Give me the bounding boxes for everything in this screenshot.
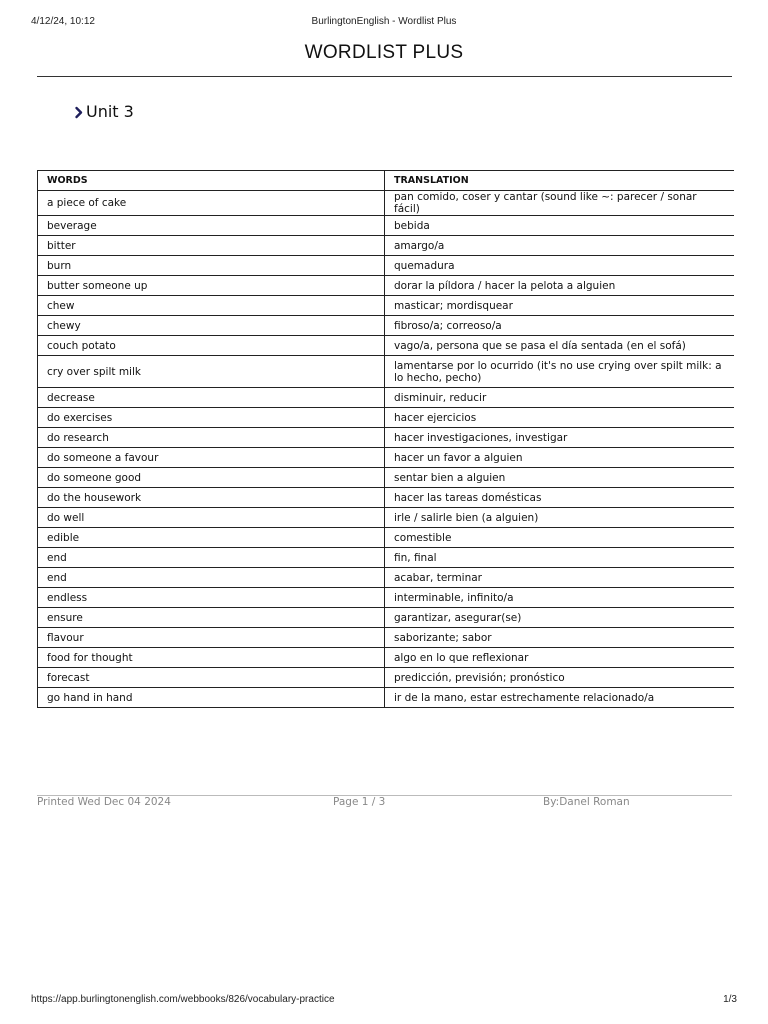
title-divider <box>37 76 732 77</box>
print-datetime: 4/12/24, 10:12 <box>31 16 95 27</box>
translation-cell: dorar la píldora / hacer la pelota a alguien <box>385 276 734 296</box>
table-row <box>38 216 734 236</box>
translation-cell: hacer ejercicios <box>385 408 734 428</box>
translation-cell: saborizante; sabor <box>385 628 734 648</box>
word-cell: a piece of cake <box>38 191 385 216</box>
word-cell: edible <box>38 528 385 548</box>
chevron-right-icon <box>74 103 86 121</box>
table-row <box>38 316 734 336</box>
print-url: https://app.burlingtonenglish.com/webbooks/826/vocabulary-practice <box>31 994 335 1005</box>
translation-cell: masticar; mordisquear <box>385 296 734 316</box>
translation-cell: vago/a, persona que se pasa el día sentada (en el sofá) <box>385 336 734 356</box>
table-row <box>38 191 734 216</box>
page-title: WORDLIST PLUS <box>304 42 464 63</box>
table-header-row <box>38 171 734 191</box>
print-page-count: 1/3 <box>723 994 737 1005</box>
word-cell: food for thought <box>38 648 385 668</box>
word-cell: end <box>38 548 385 568</box>
printed-date: Printed Wed Dec 04 2024 <box>37 796 171 808</box>
translation-cell: comestible <box>385 528 734 548</box>
table-row <box>38 488 734 508</box>
table-row <box>38 256 734 276</box>
word-cell: endless <box>38 588 385 608</box>
table-row <box>38 628 734 648</box>
word-cell: chewy <box>38 316 385 336</box>
translation-cell: irle / salirle bien (a alguien) <box>385 508 734 528</box>
translation-cell: interminable, infinito/a <box>385 588 734 608</box>
table-row <box>38 428 734 448</box>
table-row <box>38 688 734 708</box>
translation-cell: lamentarse por lo ocurrido (it's no use crying over spilt milk: a lo hecho, pecho) <box>385 356 734 388</box>
table-row <box>38 508 734 528</box>
table-row <box>38 608 734 628</box>
translation-cell: fin, final <box>385 548 734 568</box>
translation-cell: quemadura <box>385 256 734 276</box>
word-cell: flavour <box>38 628 385 648</box>
translation-cell: acabar, terminar <box>385 568 734 588</box>
column-header-words: WORDS <box>38 171 385 191</box>
word-cell: forecast <box>38 668 385 688</box>
table-row <box>38 408 734 428</box>
word-cell: cry over spilt milk <box>38 356 385 388</box>
table-row <box>38 528 734 548</box>
translation-cell: algo en lo que reflexionar <box>385 648 734 668</box>
table-row <box>38 236 734 256</box>
table-row <box>38 296 734 316</box>
translation-cell: predicción, previsión; pronóstico <box>385 668 734 688</box>
table-row <box>38 568 734 588</box>
word-cell: do someone good <box>38 468 385 488</box>
table-row <box>38 668 734 688</box>
translation-cell: garantizar, asegurar(se) <box>385 608 734 628</box>
wordlist-table <box>37 170 734 708</box>
word-cell: do the housework <box>38 488 385 508</box>
word-cell: burn <box>38 256 385 276</box>
word-cell: do well <box>38 508 385 528</box>
table-row <box>38 648 734 668</box>
translation-cell: sentar bien a alguien <box>385 468 734 488</box>
translation-cell: ir de la mano, estar estrechamente relacionado/a <box>385 688 734 708</box>
word-cell: do exercises <box>38 408 385 428</box>
table-row <box>38 276 734 296</box>
unit-heading <box>74 102 134 121</box>
word-cell: do research <box>38 428 385 448</box>
table-row <box>38 548 734 568</box>
word-cell: ensure <box>38 608 385 628</box>
column-header-translation: TRANSLATION <box>385 171 734 191</box>
page-number: Page 1 / 3 <box>333 796 386 808</box>
word-cell: butter someone up <box>38 276 385 296</box>
table-row <box>38 388 734 408</box>
word-cell: go hand in hand <box>38 688 385 708</box>
table-row <box>38 468 734 488</box>
translation-cell: bebida <box>385 216 734 236</box>
unit-label: Unit 3 <box>86 102 134 121</box>
word-cell: end <box>38 568 385 588</box>
table-row <box>38 588 734 608</box>
translation-cell: hacer un favor a alguien <box>385 448 734 468</box>
translation-cell: amargo/a <box>385 236 734 256</box>
word-cell: beverage <box>38 216 385 236</box>
word-cell: chew <box>38 296 385 316</box>
translation-cell: hacer las tareas domésticas <box>385 488 734 508</box>
author-credit: By:Danel Roman <box>543 796 630 808</box>
table-row <box>38 356 734 388</box>
word-cell: couch potato <box>38 336 385 356</box>
translation-cell: pan comido, coser y cantar (sound like ~: parecer / sonar fácil) <box>385 191 734 216</box>
table-row <box>38 448 734 468</box>
print-document-title: BurlingtonEnglish - Wordlist Plus <box>311 16 457 27</box>
word-cell: bitter <box>38 236 385 256</box>
translation-cell: disminuir, reducir <box>385 388 734 408</box>
word-cell: do someone a favour <box>38 448 385 468</box>
translation-cell: fibroso/a; correoso/a <box>385 316 734 336</box>
table-row <box>38 336 734 356</box>
word-cell: decrease <box>38 388 385 408</box>
translation-cell: hacer investigaciones, investigar <box>385 428 734 448</box>
